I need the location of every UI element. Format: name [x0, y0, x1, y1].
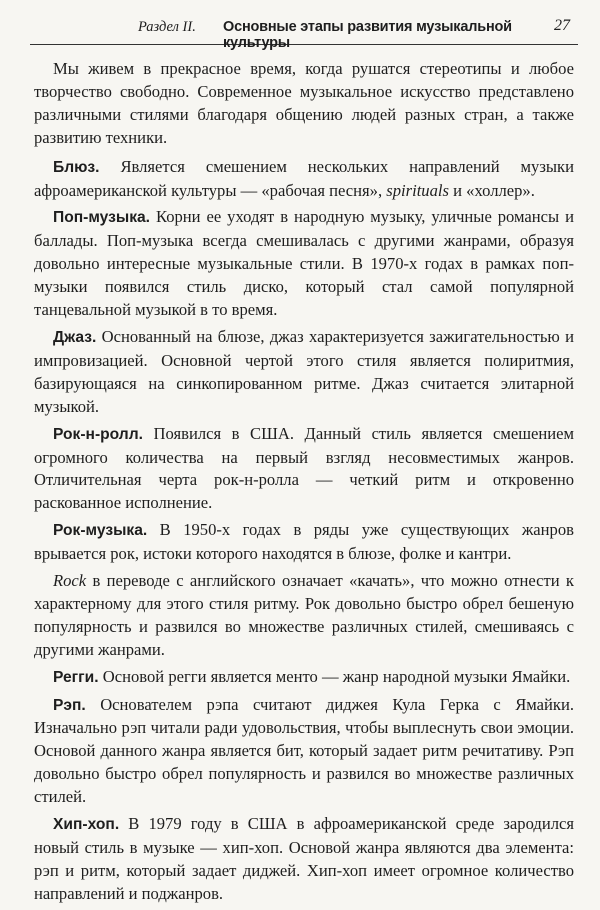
paragraph-hiphop: [34, 813, 574, 906]
term-hiphop: Хип-хоп.: [53, 816, 120, 834]
paragraph-blues: [34, 156, 574, 203]
rock-text-2: в переводе с английского означает «качать», что можно отнести к характерному для этого стиля ритму. Рок довольно быстро обрел бешеную популярность и развился во множестве различных стилей, смешиваясь с другими жанрами.: [34, 571, 574, 659]
chapter-title: Основные этапы развития музыкальной культуры: [223, 19, 512, 51]
rock-italic-word: Rock: [53, 571, 87, 591]
hiphop-text: В 1979 году в США в афроамериканской среде зародился новый стиль в музыке — хип-хоп. Основой жанра являются два элемента: рэп и ритм, который задает диджей. Хип-хоп имеет огромное количество направлений и поджанров.: [34, 814, 574, 903]
term-pop: Поп-музыка.: [53, 209, 151, 227]
jazz-text: Основанный на блюзе, джаз характеризуется зажигательностью и импровизацией. Основной чертой этого стиля является полиритмия, базирующаяся на синкопированном ритме. Джаз считается элитарной музыкой.: [34, 326, 574, 416]
paragraph-rap: [34, 694, 574, 810]
page-number: 27: [554, 17, 570, 34]
rap-text: Основателем рэпа считают диджея Кула Герка с Ямайки. Изначально рэп читали ради удовольствия, чтобы выплеснуть свои эмоции. Основой данного жанра является бит, который задает ритм речитативу. Рэп довольно быстро обрел популярность и развился во множестве различных стилей.: [34, 694, 574, 807]
rocknroll-text: Появился в США. Данный стиль является смешением огромного количества на первый взгляд несовместимых жанров. Отличительная черта рок-н-ролла — четкий ритм и откровенно раскованное исполнение.: [34, 423, 574, 513]
paragraph-rock: [34, 519, 574, 566]
term-jazz: Джаз.: [53, 328, 97, 346]
body-text: [34, 58, 574, 910]
paragraph-rocknroll: [34, 423, 574, 516]
intro-paragraph: Мы живем в прекрасное время, когда рушатся стереотипы и любое творчество свободно. Современное музыкальное искусство представлено различными стилями благодаря общению людей разных стран, а также развитию техники.: [34, 59, 574, 147]
blues-italic: spirituals: [386, 180, 449, 200]
blues-text-a: Является смешением нескольких направлений музыки афроамериканской культуры — «рабочая песня»,: [34, 156, 574, 200]
term-rap: Рэп.: [53, 696, 86, 714]
section-label: Раздел II.: [138, 19, 196, 35]
term-blues: Блюз.: [53, 158, 100, 176]
reggae-text: Основой регги является менто — жанр народной музыки Ямайки.: [98, 666, 571, 686]
paragraph-reggae: [34, 666, 574, 690]
blues-text-b: и «холлер».: [448, 180, 535, 200]
pop-text: Корни ее уходят в народную музыку, уличные романсы и баллады. Поп-музыка всегда смешивалась с другими жанрами, образуя довольно интересные музыкальные стили. В 1970-х годах в рамках поп-музыки появился стиль диско, который стал самой популярной танцевальной музыкой в то время.: [34, 207, 574, 320]
term-reggae: Регги.: [53, 668, 99, 686]
paragraph-pop: [34, 206, 574, 322]
term-rock: Рок-музыка.: [53, 522, 148, 540]
paragraph-jazz: [34, 326, 574, 419]
running-header: [30, 10, 578, 51]
rock-text: В 1950-х годах в ряды уже существующих жанров врывается рок, истоки которого находятся в блюзе, фолке и кантри.: [34, 520, 574, 564]
term-rocknroll: Рок-н-ролл.: [53, 425, 143, 443]
paragraph-rock-2: [34, 570, 574, 662]
